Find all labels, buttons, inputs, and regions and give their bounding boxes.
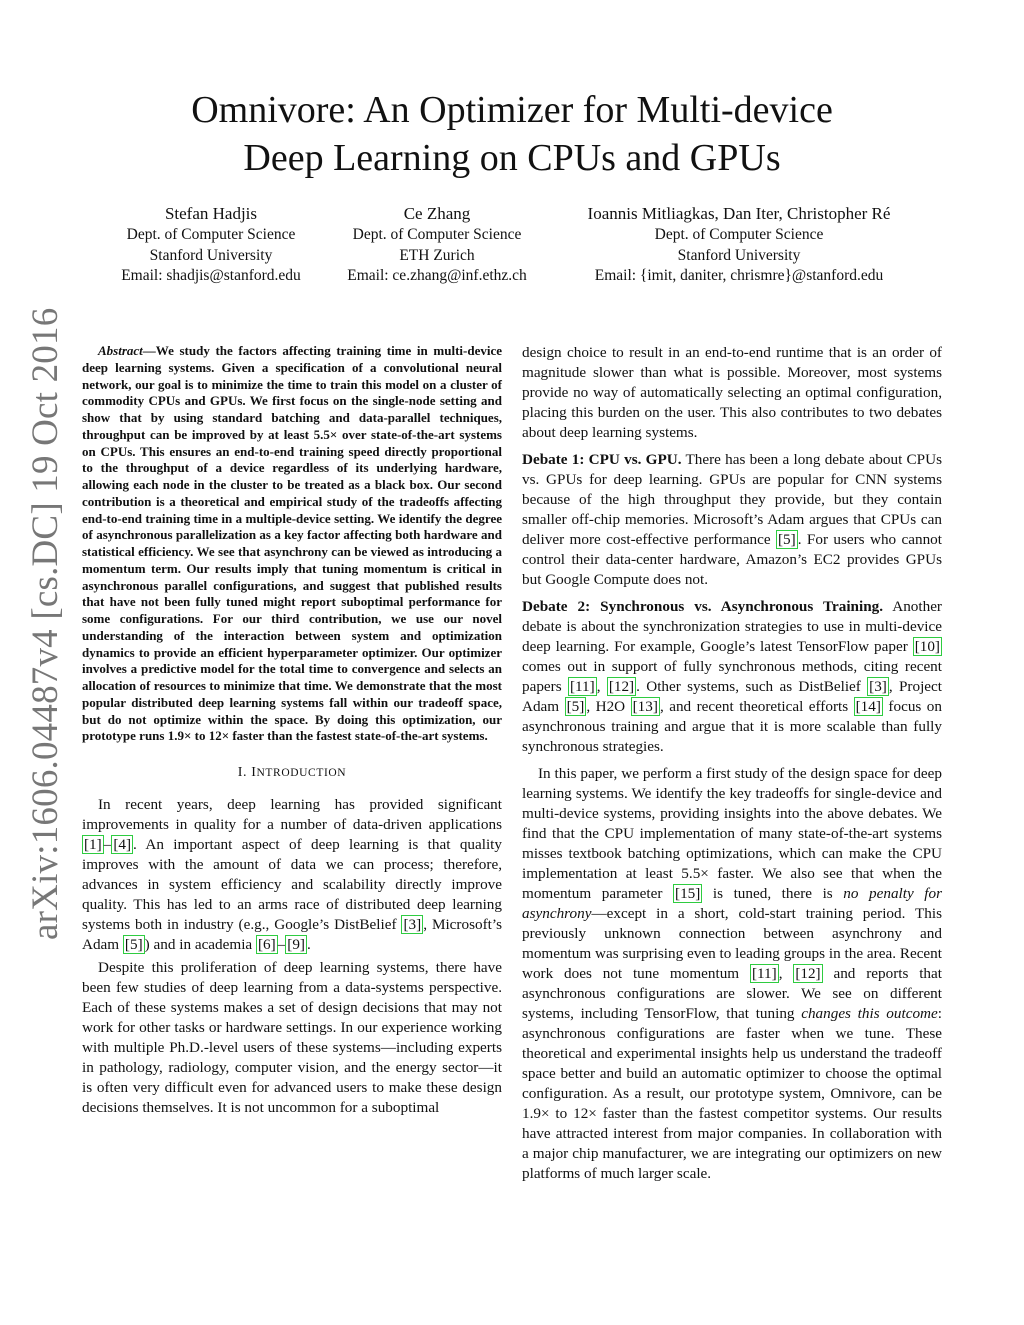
citation-link[interactable]: [12] — [608, 678, 635, 695]
author-dept: Dept. of Computer Science — [126, 226, 296, 243]
title-line-2: Deep Learning on CPUs and GPUs — [243, 137, 781, 179]
author-name: Ioannis Mitliagkas, Dan Iter, Christopher Ré — [587, 204, 891, 223]
right-paragraph-4 — [522, 764, 942, 1184]
author-email: Email: ce.zhang@inf.ethz.ch — [347, 267, 527, 284]
author-name: Stefan Hadjis — [164, 204, 258, 223]
author-1 — [96, 203, 326, 287]
citation-link[interactable]: [5] — [778, 531, 796, 548]
text-run: , — [778, 965, 794, 982]
debate-1-paragraph — [522, 450, 942, 590]
citation-link[interactable]: [5] — [566, 698, 585, 715]
emphasis-text: changes this outcome — [801, 1005, 938, 1022]
intro-paragraph-2: Despite this proliferation of deep learning systems, there have been few studies of deep learning from a data-systems perspective. Each of these systems makes a set of design decisions that may not work for other tasks or hardware settings. In our experience working with multiple Ph.D.-level users of these systems—including experts in pathology, radiology, computer vision, and the energy sector—it is often very difficult even for advanced users to make these design decisions themselves. It is not uncommon for a suboptimal — [82, 959, 502, 1116]
abstract-label: Abstract — [98, 343, 143, 358]
citation-link[interactable]: [11] — [569, 678, 595, 695]
paragraph-heading: Debate 1: CPU vs. GPU. — [522, 451, 682, 468]
text-run: . — [307, 936, 311, 953]
left-column — [82, 343, 502, 1121]
author-org: Stanford University — [149, 246, 273, 264]
abstract — [82, 343, 502, 745]
text-run: , — [596, 678, 607, 695]
section-heading-introduction — [82, 763, 502, 783]
paragraph-heading: Debate 2: Synchronous vs. Asynchronous Training. — [522, 598, 884, 615]
citation-link[interactable]: [11] — [751, 965, 777, 982]
text-run: – — [103, 836, 112, 853]
right-paragraph-1: design choice to result in an end-to-end runtime that is an order of magnitude slower than what is possible. Moreover, most systems provide no way of automatically selecting an optimal configuration, placing this burden on the user. This also contributes to two debates about deep learning systems. — [522, 344, 942, 441]
citation-link[interactable]: [5] — [124, 936, 143, 953]
abstract-text: —We study the factors affecting training time in multi-device deep learning systems. Given a specification of a convolutional neural network, our goal is to minimize the time to train this model on a cluster of commodity CPUs and GPUs. We first focus on the single-node setting and show that by using standard batching and data-parallel techniques, throughput can be improved by at least 5.5× over state-of-the-art systems on CPUs. This ensures an end-to-end training speed directly proportional to the throughput of a device regardless of its underlying hardware, allowing each node in the cluster to be treated as a black box. Our second contribution is a theoretical and empirical study of the tradeoffs affecting end-to-end training time in a multiple-device setting. We identify the degree of asynchronous parallelization as a key factor affecting both hardware and statistical efficiency. We see that asynchrony can be viewed as introducing a momentum term. Our results imply that tuning momentum is critical in asynchronous parallel configurations, and suggest that published results that have not been fully tuned might report suboptimal performance for some configurations. For our third contribution, we use our novel understanding of the interaction between system and optimization dynamics to provide an efficient hyperparameter optimizer. Our optimizer involves a predictive model for the total time to convergence and selects an allocation of resources to minimize that time. We demonstrate that the most popular distributed deep learning systems fall within our tradeoff space, but do not optimize within the space. By doing this optimization, our prototype runs 1.9× to 12× faster than the fastest state-of-the-art systems. — [82, 343, 502, 744]
author-dept: Dept. of Computer Science — [352, 226, 522, 243]
text-run: comes out in support of fully synchronous methods, citing recent papers — [522, 658, 942, 695]
citation-link[interactable]: [10] — [914, 638, 940, 655]
text-run: , Microsoft’s Adam — [82, 916, 502, 953]
text-run: , and recent theoretical efforts — [659, 698, 854, 715]
citation-link[interactable]: [1] — [84, 836, 102, 853]
text-run: . Other systems, such as DistBelief — [636, 678, 868, 695]
citation-link[interactable]: [14] — [855, 698, 881, 715]
author-email: Email: shadjis@stanford.edu — [121, 267, 301, 284]
intro-paragraph-1 — [82, 795, 502, 955]
right-column — [522, 343, 942, 1187]
author-2 — [330, 203, 544, 287]
text-run: is tuned, there is — [702, 885, 844, 902]
author-org: ETH Zurich — [399, 246, 475, 264]
author-email: Email: {imit, daniter, chrismre}@stanford.edu — [594, 267, 884, 284]
text-run: – — [277, 936, 286, 953]
debate-2-paragraph — [522, 597, 942, 757]
citation-link[interactable]: [3] — [403, 916, 422, 933]
author-org: Stanford University — [677, 246, 801, 264]
text-run: , H2O — [586, 698, 631, 715]
text-run: ) and in academia — [144, 936, 256, 953]
text-run: In recent years, deep learning has provided significant improvements in quality for a number of data-driven applications — [82, 796, 502, 833]
section-number: I. I — [237, 765, 257, 780]
text-run: : asynchronous configurations are faster when we tune. These theoretical and experimental insights help us understand the tradeoff space better and build an automatic optimizer to choose the optimal configuration. As a result, our prototype system, Omnivore, can be 1.9× to 12× faster than the fastest competitor systems. Our results have attracted interest from major companies. In collaboration with a major chip manufacturer, we are integrating our optimizers on new platforms of much larger scale. — [522, 1005, 942, 1182]
citation-link[interactable]: [13] — [632, 698, 658, 715]
citation-link[interactable]: [4] — [113, 836, 132, 853]
text-run: , Project Adam — [522, 678, 942, 715]
text-run: . For users who cannot control their data-center hardware, Amazon’s EC2 provides GPUs but Google Compute does not. — [522, 531, 942, 588]
arxiv-identifier: arXiv:1606.04487v4 [cs.DC] 19 Oct 2016 — [25, 307, 66, 940]
citation-link[interactable]: [9] — [287, 936, 305, 953]
title-line-1: Omnivore: An Optimizer for Multi-device — [191, 89, 833, 131]
author-dept: Dept. of Computer Science — [654, 226, 824, 243]
author-name: Ce Zhang — [403, 204, 471, 223]
text-run: —except in a short, cold-start training period. This previously unknown connection between asynchrony and momentum was surprising even to leading groups in the area. Recent work does not tune momentum — [522, 905, 942, 982]
text-run: Another debate is about the synchronization strategies to use in multi-device deep learning. For example, Google’s latest TensorFlow paper — [522, 598, 942, 655]
author-3 — [558, 203, 920, 287]
emphasis-text: no penalty for asynchrony — [522, 885, 943, 922]
text-run: . An important aspect of deep learning is that quality improves with the amount of data we can process; therefore, advances in system efficiency and scalability directly improve quality. This has led to an arms race of distributed deep learning systems both in industry (e.g., Google’s DistBelief — [82, 836, 502, 933]
section-title: NTRODUCTION — [256, 767, 347, 779]
text-run: There has been a long debate about CPUs vs. GPUs for deep learning. GPUs are popular for CNN systems because of the high throughput they provide, but they contain smaller off-chip memories. Microsoft’s Adam argues that CPUs can deliver more cost-effective performance — [522, 451, 942, 548]
citation-link[interactable]: [12] — [795, 965, 821, 982]
text-run: In this paper, we perform a first study of the design space for deep learning systems. We identify the key tradeoffs for single-device and multi-device systems, providing insights into the above debates. We find that the CPU implementation of many state-of-the-art systems misses textbook batching optimizations, which can make the CPU implementation at least 5.5× faster. We also see that when the momentum parameter — [522, 765, 942, 902]
citation-link[interactable]: [3] — [869, 678, 887, 695]
text-run: focus on asynchronous training and argue that it is more scalable than fully synchronous strategies. — [522, 698, 942, 755]
citation-link[interactable]: [15] — [675, 885, 701, 902]
paper-title — [100, 86, 924, 182]
text-run: and reports that asynchronous configurations are slower. We see on different systems, including TensorFlow, that tuning — [522, 965, 942, 1022]
citation-link[interactable]: [6] — [257, 936, 276, 953]
